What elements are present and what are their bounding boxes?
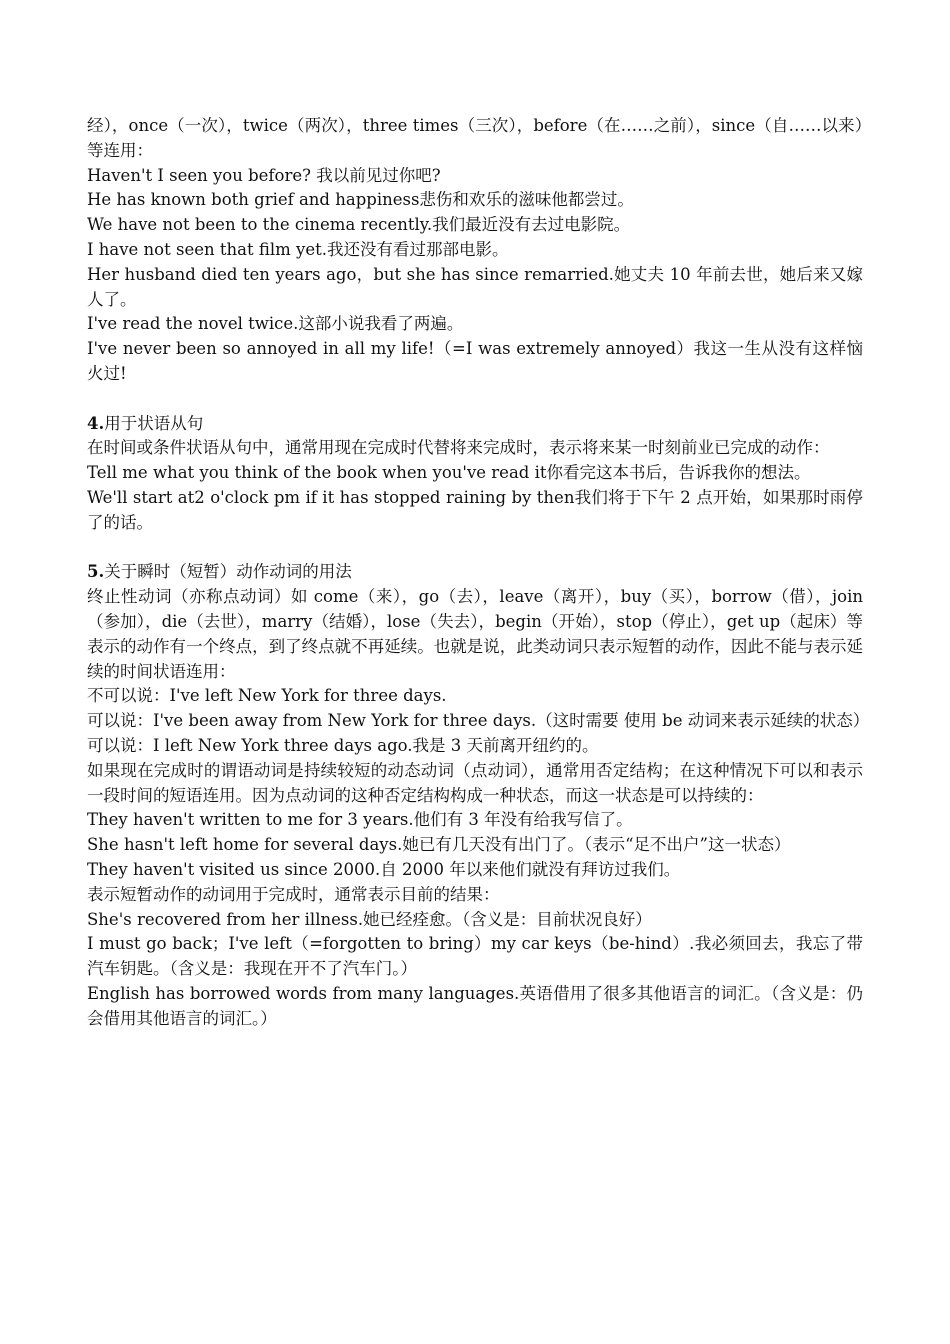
- paragraph: She's recovered from her illness.她已经痊愈。（含义是：目前状况良好）: [87, 909, 652, 929]
- paragraph: 终止性动词（亦称点动词）如 come（来），go（去），leave（离开），buy（买），borrow（借），join（参加），die（去世），marry（结婚），lose（失去），begin（开始），stop（停止），get up（起床）等表示的动作有一个终点，到了终点就不再延续。也就是说，此类动词只表示短暂的动作，因此不能与表示延续的时间状语连用：: [87, 587, 863, 681]
- paragraph: Tell me what you think of the book when you've read it你看完这本书后，告诉我你的想法。: [87, 463, 811, 483]
- paragraph: 可以说：I've been away from New York for three days.（这时需要 使用 be 动词来表示延续的状态）: [87, 711, 870, 731]
- paragraph: 在时间或条件状语从句中，通常用现在完成时代替将来完成时，表示将来某一时刻前业已完成的动作：: [87, 438, 830, 458]
- paragraph: 可以说：I left New York three days ago.我是 3 天前离开纽约的。: [87, 735, 599, 755]
- paragraph: He has known both grief and happiness悲伤和欢乐的滋味他都尝过。: [87, 190, 634, 210]
- paragraph: I've never been so annoyed in all my life!（=I was extremely annoyed）我这一生从没有这样恼火过!: [87, 339, 863, 383]
- paragraph-gap: [87, 536, 863, 561]
- paragraph: We have not been to the cinema recently.我们最近没有去过电影院。: [87, 215, 631, 235]
- paragraph: They haven't visited us since 2000.自 2000 年以来他们就没有拜访过我们。: [87, 859, 681, 879]
- section-heading: [87, 412, 863, 437]
- paragraph: I've read the novel twice.这部小说我看了两遍。: [87, 314, 464, 334]
- paragraph: 如果现在完成时的谓语动词是持续较短的动态动词（点动词），通常用否定结构；在这种情况下可以和表示一段时间的短语连用。因为点动词的这种否定结构构成一种状态，而这一状态是可以持续的：: [87, 760, 863, 805]
- paragraph: They haven't written to me for 3 years.他们有 3 年没有给我写信了。: [87, 810, 633, 830]
- section-title: 用于状语从句: [104, 413, 204, 433]
- section-number: 5.: [87, 562, 105, 582]
- paragraph: I have not seen that film yet.我还没有看过那部电影。: [87, 239, 509, 259]
- paragraph: Her husband died ten years ago，but she has since remarried.她丈夫 10 年前去世，她后来又嫁人了。: [87, 264, 863, 309]
- paragraph: 表示短暂动作的动词用于完成时，通常表示目前的结果：: [87, 884, 500, 904]
- paragraph: 经），once（一次），twice（两次），three times（三次），before（在……之前），since（自……以来）等连用：: [87, 116, 863, 160]
- paragraph: English has borrowed words from many languages.英语借用了很多其他语言的词汇。（含义是：仍会借用其他语言的词汇。）: [87, 983, 863, 1028]
- section-number: 4.: [87, 413, 105, 433]
- section-title: 关于瞬时（短暂）动作动词的用法: [104, 562, 352, 582]
- paragraph: I must go back；I've left（=forgotten to bring）my car keys（be-hind）.我必须回去，我忘了带汽车钥匙。（含义是：我现在开不了汽车门。）: [87, 934, 863, 979]
- paragraph: We'll start at2 o'clock pm if it has stopped raining by then我们将于下午 2 点开始，如果那时雨停了的话。: [87, 487, 863, 532]
- paragraph: She hasn't left home for several days.她已有几天没有出门了。（表示“足不出户”这一状态）: [87, 835, 791, 855]
- section-heading: [87, 560, 863, 585]
- paragraph: Haven't I seen you before? 我以前见过你吧?: [87, 165, 441, 185]
- document-body: [87, 114, 870, 1031]
- paragraph-gap: [87, 387, 863, 412]
- paragraph: 不可以说：I've left New York for three days.: [87, 686, 447, 706]
